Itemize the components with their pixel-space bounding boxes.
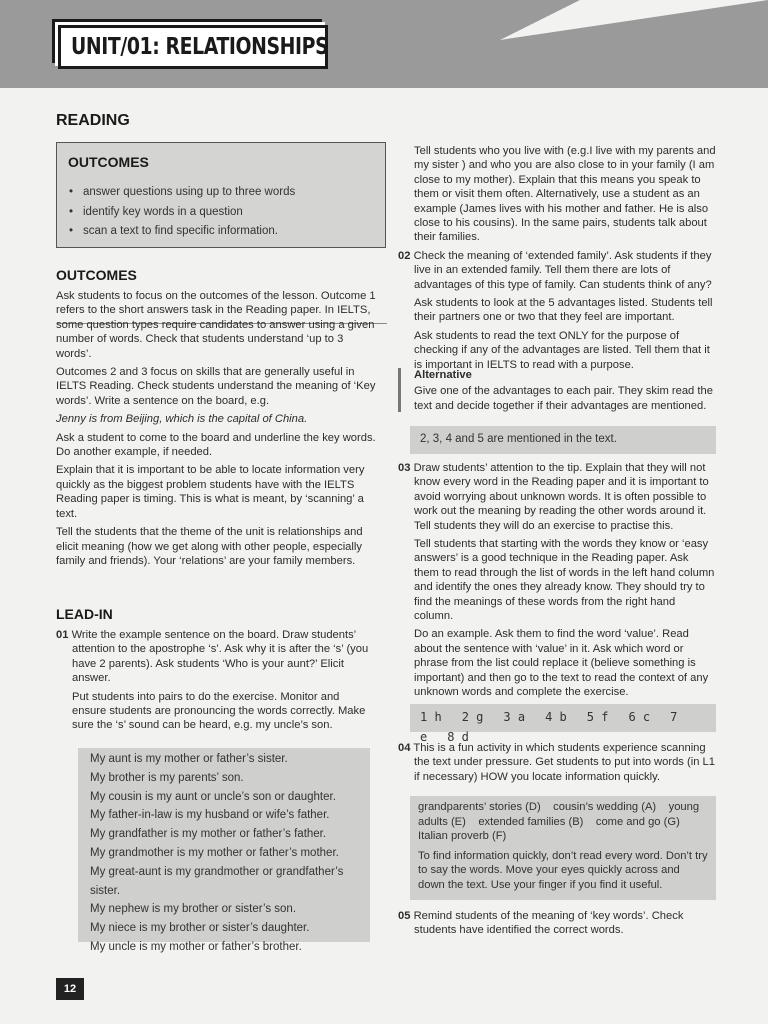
answer-text: 2, 3, 4 and 5 are mentioned in the text. — [420, 433, 617, 445]
definition-line: My great-aunt is my grandmother or grandfather’s sister. — [90, 865, 344, 897]
answer-item: cousin’s wedding (A) — [553, 801, 657, 813]
example-sentence: Jenny is from Beijing, which is the capital of China. — [56, 413, 308, 426]
outcomes-text — [56, 289, 376, 572]
outcome-item: • identify key words in a question — [67, 203, 295, 223]
family-definitions-box — [78, 748, 370, 953]
paragraph: This is a fun activity in which students experience scanning the text under pressure. Get students to put into words (in L1 if necessary) HOW you locate information quickly. — [413, 742, 715, 783]
step-number: 04 — [398, 742, 411, 754]
answer-item: 2 g — [461, 710, 484, 724]
right-column-mid — [398, 461, 716, 704]
paragraph: Put students into pairs to do the exercise. Monitor and ensure students are pronouncing the words correctly. Make sure the ‘s’ sound can be heard, e.g. my uncle’s son. — [72, 690, 366, 732]
unit-title: UNIT/01: RELATIONSHIPS — [71, 34, 329, 60]
paragraph: Ask students to read the text ONLY for the purpose of checking if any of the advantages are listed. Tell them that it is important in IELTS to read with a purpose. — [414, 329, 710, 371]
lead-in-text — [56, 628, 376, 737]
step-number: 03 — [398, 462, 411, 474]
answer-item: 5 f — [586, 710, 609, 724]
definition-line: My grandmother is my mother or father’s mother. — [90, 846, 339, 859]
answer-item: come and go (G) — [595, 815, 680, 828]
paragraph: Write the example sentence on the board. Draw students’ attention to the apostrophe ‘s’. Ask why it is after the ‘s’ (you have 2 parents). Ask students ‘Who is your aunt?’ Elicit answer. — [71, 629, 369, 685]
step-number: 01 — [56, 629, 69, 641]
answer-item: 3 a — [503, 710, 526, 724]
outcomes-box-title: OUTCOMES — [68, 154, 149, 170]
paragraph: Check the meaning of ‘extended family’. Ask students if they live in an extended family. Tell them there are lots of advantages of this type of family. Can students think of any? — [413, 249, 712, 291]
right-column-top — [398, 144, 716, 376]
paragraph: Tell students who you live with (e.g.I live with my parents and my sister ) and who you are also close to in your family (I am close to my mother). Explain that this means you speak to them or visit them often. Alternatively, use a student as an example (James lives with his mother and father. He is also close to his cousins). In the same pairs, students talk about their families. — [414, 145, 716, 244]
lead-in-heading: LEAD-IN — [56, 606, 113, 622]
answer-item: grandparents’ stories (D) — [418, 801, 541, 813]
definition-line: My grandfather is my mother or father’s father. — [90, 828, 327, 841]
paragraph: Explain that it is important to be able to locate information very quickly as the biggest problem students have with the IELTS Reading paper is timing. This is what is meant, by ‘scanning’ a text. — [56, 464, 365, 520]
answer-box-03 — [410, 704, 716, 744]
paragraph: Draw students’ attention to the tip. Explain that they will not know every word in the Reading paper and it is important to avoid worrying about unknown words. It is often possible to work out the meaning by reading the other words around it. Tell students they will do an exercise to practise this. — [413, 462, 709, 532]
step-05 — [398, 909, 716, 942]
answer-item: extended families (B) — [478, 815, 584, 828]
definition-line: My cousin is my aunt or uncle’s son or daughter. — [90, 790, 336, 803]
alternative-bar — [398, 368, 401, 412]
paragraph: Tell the students that the theme of the unit is relationships and elicit meaning (how we get along with other people, especially family and friends). Your ‘relations’ are your family members. — [56, 526, 363, 567]
outcome-item: • answer questions using up to three words — [67, 183, 295, 203]
answer-item: young — [668, 801, 700, 813]
unit-title-box — [58, 25, 328, 69]
outcomes-list — [67, 183, 295, 242]
outcomes-box — [56, 142, 386, 248]
paragraph: Tell students that starting with the words they know or ‘easy answers’ is a good technique in the Reading paper. Ask them to read through the list of words in the left hand column and identify the ones they already know. They should try to find the meanings of these words from the right hand column. — [414, 538, 715, 623]
definition-line: My uncle is my mother or father’s brother. — [90, 940, 302, 953]
answer-item: 1 h — [420, 710, 442, 724]
paragraph: Outcomes 2 and 3 focus on skills that are generally useful in IELTS Reading. Check students understand the meaning of ‘Key words’. Write a sentence on the board, e.g. — [56, 366, 376, 407]
answer-item: 4 b — [545, 710, 567, 724]
answer-item: Italian proverb (F) — [418, 830, 507, 842]
definition-line: My nephew is my brother or sister’s son. — [90, 903, 297, 916]
paragraph: Ask a student to come to the board and underline the key words. Do another example, if needed. — [56, 431, 376, 459]
alternative-text: Give one of the advantages to each pair. They skim read the text and decide together if their advantages are mentioned. — [414, 385, 713, 412]
page-number: 12 — [56, 978, 84, 1000]
definition-line: My brother is my parents’ son. — [90, 771, 244, 784]
paragraph: Do an example. Ask them to find the word ‘value’. Read about the sentence with ‘value’ in it. Ask which word or phrase from the list could replace it (believe something is important) and then go to the text to read the context of any unknown words and complete the exercise. — [414, 628, 709, 699]
alternative-title: Alternative — [414, 369, 472, 381]
paragraph: Ask students to focus on the outcomes of the lesson. Outcome 1 refers to the short answers task in the Reading paper. In IELTS, some question types require candidates to answer using a given number of words. Check that students understand ‘up to 3 words’. — [56, 290, 376, 360]
step-number: 05 — [398, 910, 411, 922]
paragraph: Ask students to look at the 5 advantages listed. Students tell their partners one or two that they feel are important. — [414, 297, 713, 324]
definition-line: My aunt is my mother or father’s sister. — [90, 753, 288, 765]
step-04 — [398, 741, 716, 788]
answer-box-04 — [410, 796, 716, 900]
answer-box-02 — [410, 426, 716, 454]
reading-heading: READING — [56, 112, 130, 129]
tip-text: To find information quickly, don’t read every word. Don’t try to say the words. Move your eyes quickly across and down the text. Use your finger if you find it useful. — [418, 849, 708, 891]
paragraph: Remind students of the meaning of ‘key words’. Check students have identified the correct words. — [413, 910, 684, 937]
outcomes-heading: OUTCOMES — [56, 267, 137, 283]
definition-line: My father-in-law is my husband or wife’s father. — [90, 809, 330, 822]
answer-item: 8 d — [447, 729, 469, 744]
answer-item: adults (E) — [418, 815, 466, 828]
alternative-block — [414, 368, 714, 417]
answer-item: 7 e — [420, 710, 678, 744]
step-number: 02 — [398, 249, 411, 262]
definition-line: My niece is my brother or sister’s daughter. — [90, 922, 310, 935]
outcome-item: • scan a text to find specific information. — [67, 222, 295, 242]
answer-item: 6 c — [628, 710, 651, 724]
